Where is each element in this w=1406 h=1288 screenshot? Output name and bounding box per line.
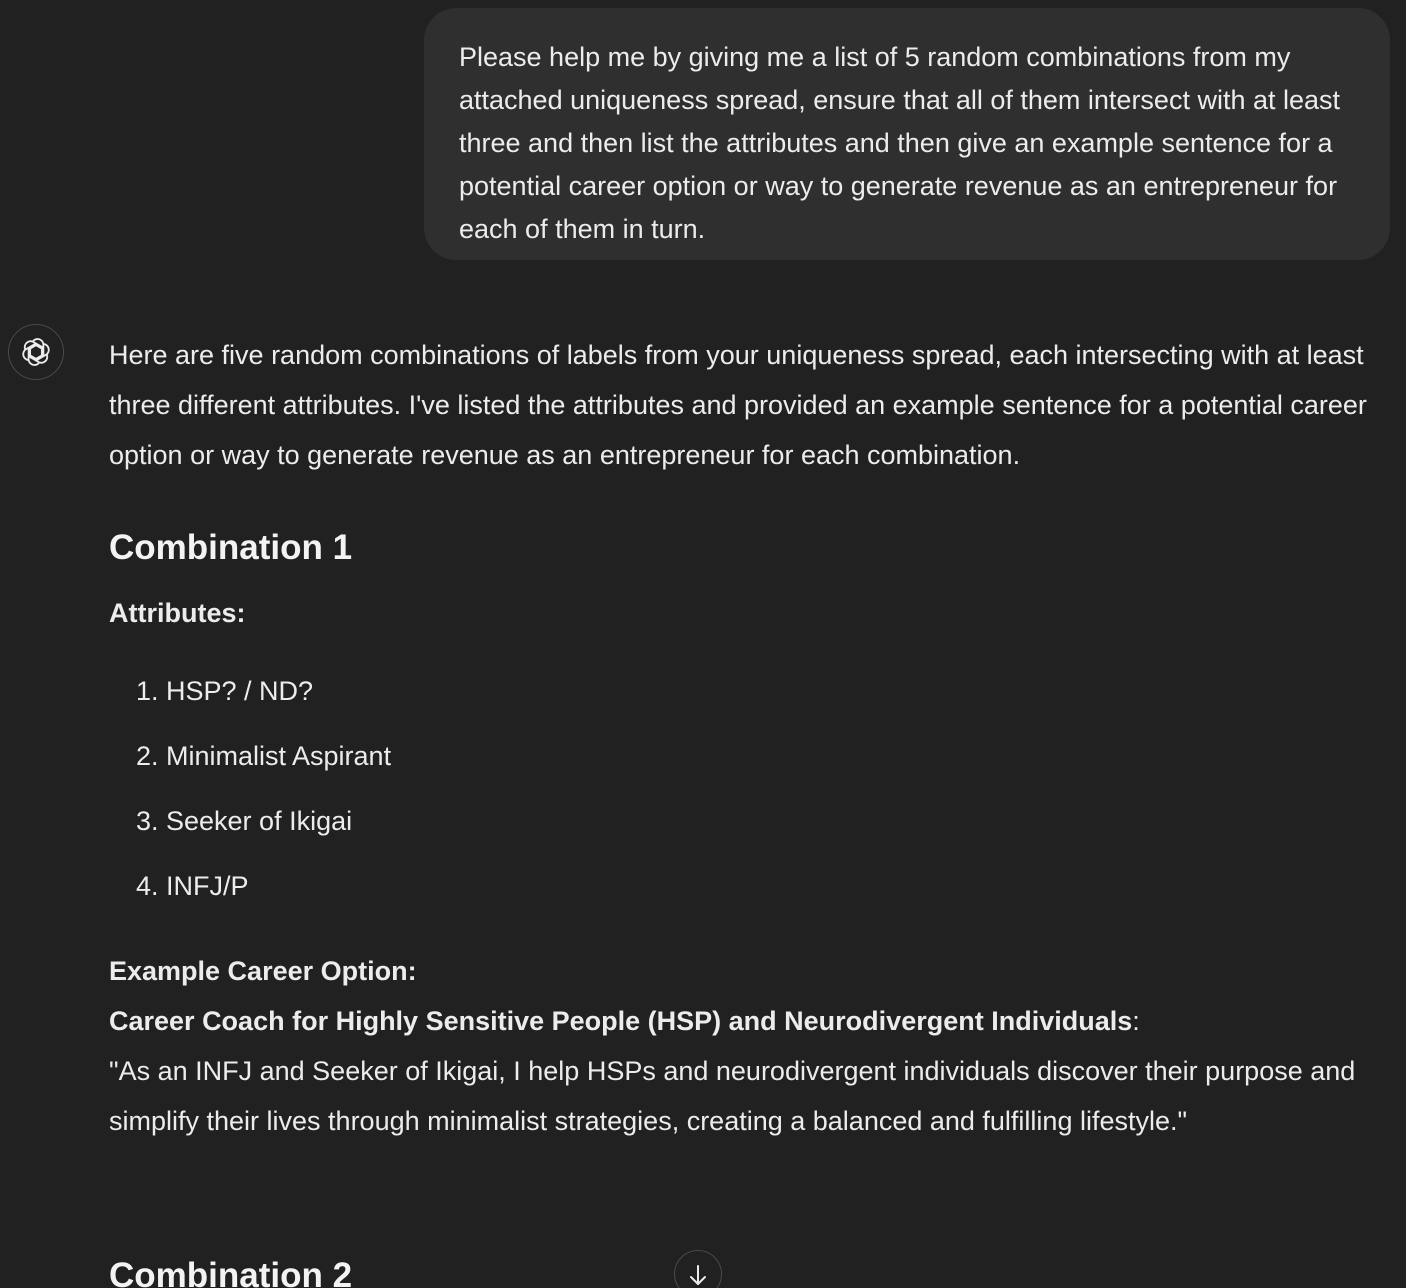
career-option-title: Career Coach for Highly Sensitive People (HSP) and Neurodivergent Individuals <box>109 1006 1133 1036</box>
list-item <box>109 796 1394 861</box>
list-item-number: 2. <box>136 741 159 771</box>
career-option-block <box>109 946 1394 1146</box>
scroll-to-bottom-button[interactable] <box>674 1250 722 1288</box>
list-item-number: 3. <box>136 806 159 836</box>
openai-logo-icon <box>19 335 53 369</box>
assistant-avatar <box>8 324 64 380</box>
list-item <box>109 861 1394 926</box>
list-item-text: HSP? / ND? <box>166 676 314 706</box>
arrow-down-icon <box>686 1263 710 1287</box>
list-item-text: Minimalist Aspirant <box>166 741 392 771</box>
assistant-intro: Here are five random combinations of labels from your uniqueness spread, each intersecting with at least three different attributes. I've listed the attributes and provided an example sentence for a potential career option or way to generate revenue as an entrepreneur for each combination. <box>109 340 1367 470</box>
list-item <box>109 731 1394 796</box>
attributes-list <box>109 666 1394 926</box>
career-option-label: Example Career Option: <box>109 956 417 986</box>
list-item-text: INFJ/P <box>166 871 249 901</box>
assistant-message <box>109 330 1394 1146</box>
list-item <box>109 666 1394 731</box>
career-option-colon: : <box>1132 1006 1140 1036</box>
combination-1-title: Combination 1 <box>109 528 353 567</box>
attributes-heading: Attributes: <box>109 598 246 628</box>
career-option-title-line <box>109 996 1394 1046</box>
career-option-quote: "As an INFJ and Seeker of Ikigai, I help HSPs and neurodivergent individuals discover their purpose and simplify their lives through minimalist strategies, creating a balanced and fulfilling lifestyle." <box>109 1056 1356 1136</box>
list-item-number: 1. <box>136 676 159 706</box>
list-item-text: Seeker of Ikigai <box>166 806 353 836</box>
list-item-number: 4. <box>136 871 159 901</box>
user-message-bubble <box>424 8 1390 260</box>
user-message-text: Please help me by giving me a list of 5 random combinations from my attached uniqueness spread, ensure that all of them intersect with at least three and then list the attributes and then give an example sentence for a potential career option or way to generate revenue as an entrepreneur for each of them in turn. <box>459 42 1341 244</box>
combination-2-title: Combination 2 <box>109 1256 353 1288</box>
